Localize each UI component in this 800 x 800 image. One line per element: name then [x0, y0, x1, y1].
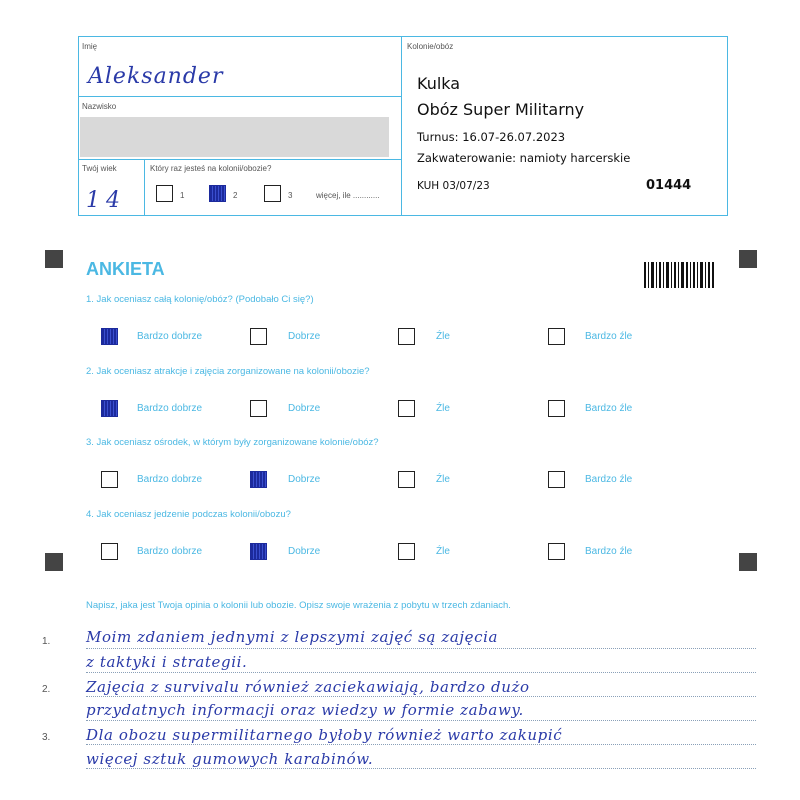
- answer-line-5[interactable]: Dla obozu supermilitarnego byłoby również warto zakupić: [86, 726, 563, 744]
- wiek-field[interactable]: 14: [86, 188, 126, 213]
- scan-marker-bottom-left: [45, 553, 63, 571]
- question-1-label-bardzo-zle: Bardzo źle: [585, 331, 633, 342]
- nazwisko-label: Nazwisko: [82, 102, 117, 111]
- kuh-code: KUH 03/07/23: [417, 180, 490, 192]
- survey-title: ANKIETA: [86, 259, 165, 279]
- camp-name: Obóz Super Militarny: [417, 100, 585, 119]
- question-2-checkbox-dobrze[interactable]: [250, 400, 267, 417]
- question-1-checkbox-bardzo-zle[interactable]: [548, 328, 565, 345]
- question-1-label-dobrze: Dobrze: [288, 331, 321, 342]
- scan-marker-bottom-right: [739, 553, 757, 571]
- question-1-checkbox-dobrze[interactable]: [250, 328, 267, 345]
- question-1-label-bardzo-dobrze: Bardzo dobrze: [137, 331, 203, 342]
- ktory-raz-label: Który raz jesteś na kolonii/obozie?: [150, 164, 272, 173]
- question-3-label-bardzo-dobrze: Bardzo dobrze: [137, 474, 203, 485]
- question-2-text: 2. Jak oceniasz atrakcje i zajęcia zorganizowane na kolonii/obozie?: [86, 366, 370, 377]
- nazwisko-redacted: [80, 117, 389, 157]
- header-divider-nazwisko: [78, 159, 401, 160]
- question-1-checkbox-bardzo-dobrze[interactable]: [101, 328, 118, 345]
- line-number-3: 3.: [42, 732, 51, 743]
- question-3-label-zle: Źle: [436, 474, 450, 485]
- ktory-raz-option-1: 1: [180, 191, 185, 200]
- answer-line-4[interactable]: przydatnych informacji oraz wiedzy w formie zabawy.: [86, 701, 524, 719]
- scan-marker-top-left: [45, 250, 63, 268]
- imie-label: Imię: [82, 42, 98, 51]
- question-3-checkbox-dobrze[interactable]: [250, 471, 267, 488]
- form-number: 01444: [646, 178, 692, 193]
- question-2-label-dobrze: Dobrze: [288, 403, 321, 414]
- answer-line-1[interactable]: Moim zdaniem jednymi z lepszymi zajęć są zajęcia: [86, 628, 499, 646]
- question-3-label-bardzo-zle: Bardzo źle: [585, 474, 633, 485]
- question-1-text: 1. Jak oceniasz całą kolonię/obóz? (Podobało Ci się?): [86, 294, 314, 305]
- writing-line: [86, 744, 756, 745]
- wiecej-label: więcej, ile ............: [316, 191, 380, 200]
- question-3-checkbox-bardzo-zle[interactable]: [548, 471, 565, 488]
- question-2-checkbox-bardzo-zle[interactable]: [548, 400, 565, 417]
- question-4-label-zle: Źle: [436, 546, 450, 557]
- ktory-raz-option-3: 3: [288, 191, 293, 200]
- question-3-checkbox-bardzo-dobrze[interactable]: [101, 471, 118, 488]
- header-divider-vertical: [401, 36, 402, 216]
- question-2-label-bardzo-zle: Bardzo źle: [585, 403, 633, 414]
- answer-line-2[interactable]: z taktyki i strategii.: [86, 653, 248, 671]
- writing-line: [86, 720, 756, 721]
- answer-line-3[interactable]: Zajęcia z survivalu również zaciekawiają, bardzo dużo: [86, 678, 530, 696]
- answer-line-6[interactable]: więcej sztuk gumowych karabinów.: [86, 750, 374, 768]
- question-4-text: 4. Jak oceniasz jedzenie podczas kolonii/obozu?: [86, 509, 291, 520]
- question-3-label-dobrze: Dobrze: [288, 474, 321, 485]
- question-2-checkbox-bardzo-dobrze[interactable]: [101, 400, 118, 417]
- zakwaterowanie-text: Zakwaterowanie: namioty harcerskie: [417, 151, 631, 165]
- line-number-1: 1.: [42, 636, 51, 647]
- comment-prompt: Napisz, jaka jest Twoja opinia o kolonii lub obozie. Opisz swoje wrażenia z pobytu w trzech zdaniach.: [86, 600, 511, 611]
- kolonie-label: Kolonie/obóz: [407, 42, 454, 51]
- question-2-label-zle: Źle: [436, 403, 450, 414]
- header-divider-wiek: [144, 159, 145, 216]
- question-4-checkbox-zle[interactable]: [398, 543, 415, 560]
- ktory-raz-checkbox-3[interactable]: [264, 185, 281, 202]
- wiek-label: Twój wiek: [82, 164, 117, 173]
- question-3-checkbox-zle[interactable]: [398, 471, 415, 488]
- writing-line: [86, 696, 756, 697]
- question-4-label-dobrze: Dobrze: [288, 546, 321, 557]
- turnus-text: Turnus: 16.07-26.07.2023: [417, 130, 566, 144]
- question-1-checkbox-zle[interactable]: [398, 328, 415, 345]
- ktory-raz-checkbox-2[interactable]: [209, 185, 226, 202]
- line-number-2: 2.: [42, 684, 51, 695]
- question-4-checkbox-dobrze[interactable]: [250, 543, 267, 560]
- camp-code: Kulka: [417, 74, 461, 93]
- scan-marker-top-right: [739, 250, 757, 268]
- question-4-checkbox-bardzo-zle[interactable]: [548, 543, 565, 560]
- ktory-raz-option-2: 2: [233, 191, 238, 200]
- question-4-checkbox-bardzo-dobrze[interactable]: [101, 543, 118, 560]
- question-3-text: 3. Jak oceniasz ośrodek, w którym były zorganizowane kolonie/obóz?: [86, 437, 379, 448]
- ktory-raz-checkbox-1[interactable]: [156, 185, 173, 202]
- writing-line: [86, 648, 756, 649]
- imie-field[interactable]: Aleksander: [88, 64, 224, 89]
- writing-line: [86, 672, 756, 673]
- question-2-label-bardzo-dobrze: Bardzo dobrze: [137, 403, 203, 414]
- question-2-checkbox-zle[interactable]: [398, 400, 415, 417]
- question-4-label-bardzo-dobrze: Bardzo dobrze: [137, 546, 203, 557]
- writing-line: [86, 768, 756, 769]
- question-1-label-zle: Źle: [436, 331, 450, 342]
- question-4-label-bardzo-zle: Bardzo źle: [585, 546, 633, 557]
- header-divider-imie: [78, 96, 401, 97]
- barcode-icon: [644, 262, 716, 288]
